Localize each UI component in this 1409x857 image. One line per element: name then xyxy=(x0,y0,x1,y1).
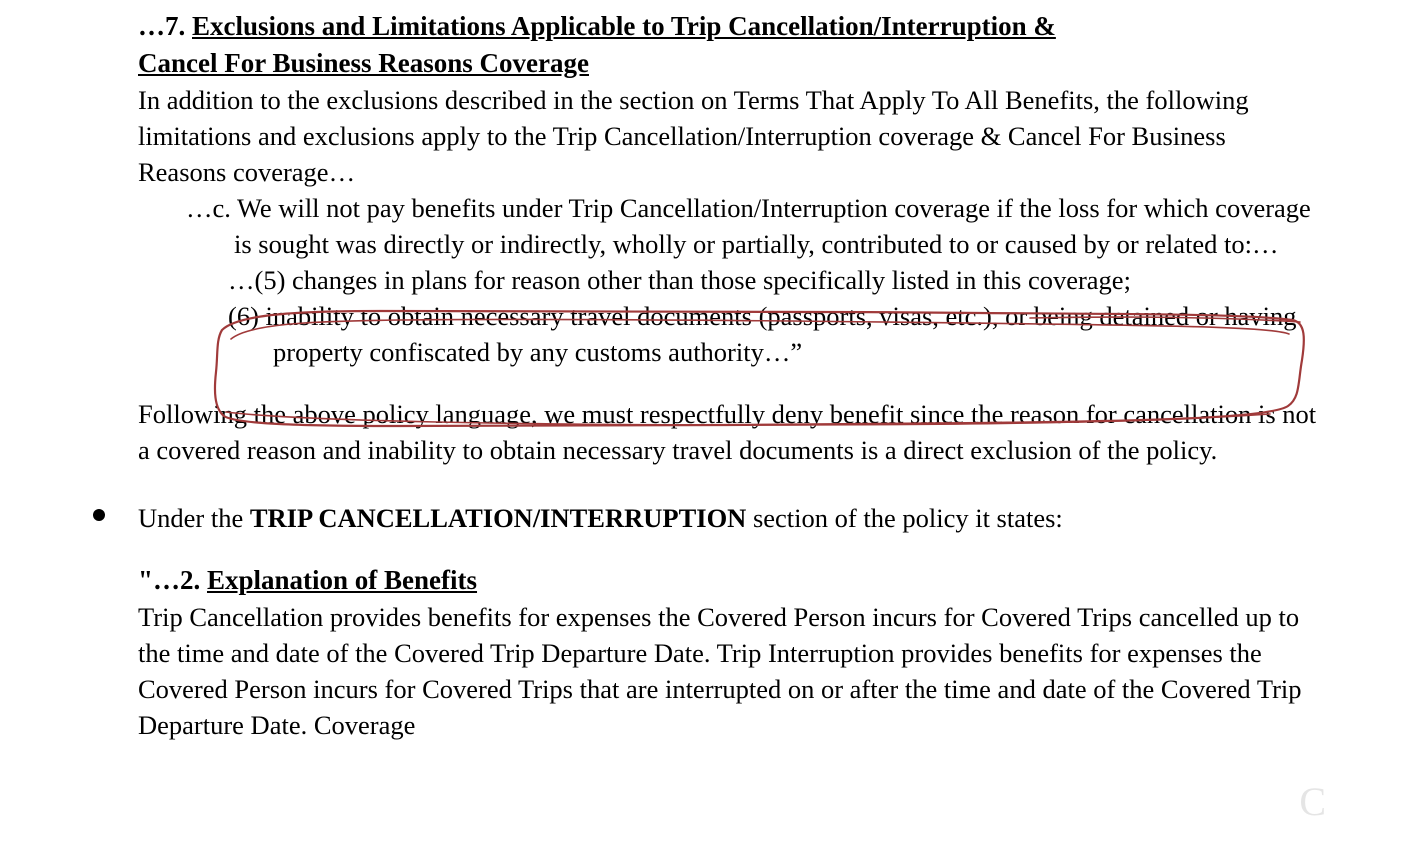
paragraph-denial: Following the above policy language, we must respectfully deny benefit since the reason for cancellation is not a covered reason and inability to obtain necessary travel documents is a direct exclusion of the policy. xyxy=(138,399,1317,465)
heading-underlined-line2: Cancel For Business Reasons Coverage xyxy=(138,48,589,78)
section-2-underlined: Explanation of Benefits xyxy=(207,565,478,595)
clause-c-text: We will not pay benefits under Trip Cancellation/Interruption coverage if the loss for which coverage is sought was directly or indirectly, wholly or partially, contributed to or caused by or related to:… xyxy=(234,193,1311,259)
heading-underlined-line1: Exclusions and Limitations Applicable to Trip Cancellation/Interruption & xyxy=(192,11,1056,41)
bullet-tail: section of the policy it states: xyxy=(746,503,1063,533)
bullet-item xyxy=(138,500,1318,536)
spacer xyxy=(138,468,1318,500)
section-heading xyxy=(138,8,1318,82)
clause-6: (6) inability to obtain necessary travel documents (passports, visas, etc.), or being detained or having property confiscated by any customs authority…” xyxy=(228,301,1297,367)
heading-prefix: …7. xyxy=(138,11,192,41)
spacer xyxy=(138,370,1318,396)
bullet-bold: TRIP CANCELLATION/INTERRUPTION xyxy=(249,503,747,533)
paragraph-explanation: Trip Cancellation provides benefits for expenses the Covered Person incurs for Covered Trips cancelled up to the time and date of the Covered Trip Departure Date. Trip Interruption provides benefits for expenses the Covered Person incurs for Covered Trips that are interrupted on or after the time and date of the Covered Trip Departure Date. Coverage xyxy=(138,602,1302,740)
section-2-heading xyxy=(138,562,1318,599)
bullet-lead: Under the xyxy=(138,503,250,533)
bullet-dot-icon xyxy=(93,509,105,521)
clause-c-prefix: …c. xyxy=(186,193,231,223)
paragraph-intro: In addition to the exclusions described in the section on Terms That Apply To All Benefits, the following limitations and exclusions apply to the Trip Cancellation/Interruption coverage & Cancel For Business Reasons coverage… xyxy=(138,85,1249,187)
watermark: C xyxy=(1299,779,1327,824)
section-2-prefix: "…2. xyxy=(138,565,207,595)
clause-c xyxy=(186,190,1318,262)
spacer xyxy=(138,536,1318,562)
document-body xyxy=(138,8,1318,743)
clause-5: …(5) changes in plans for reason other than those specifically listed in this coverage; xyxy=(228,265,1131,295)
